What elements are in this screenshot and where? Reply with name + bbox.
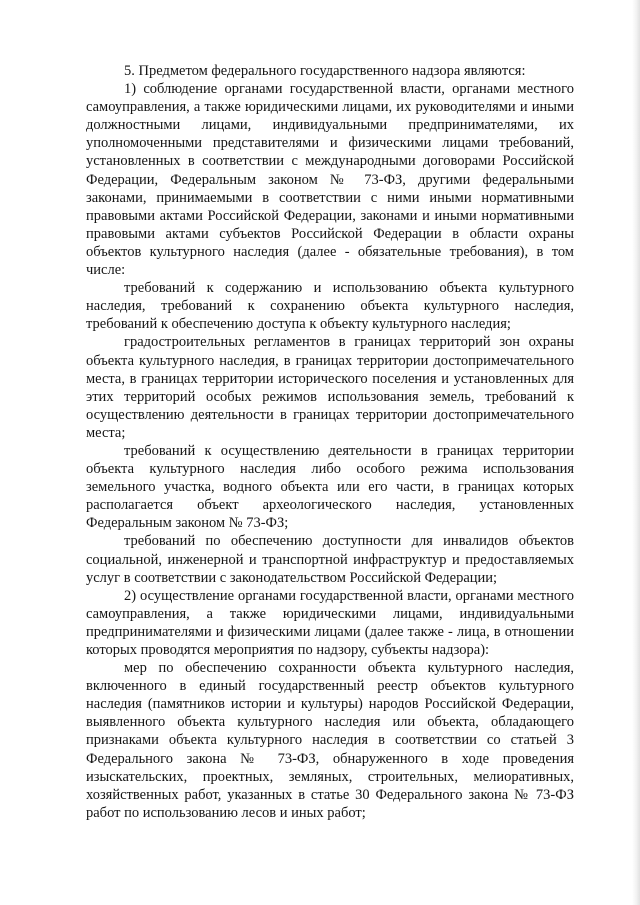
paragraph-subitem-2: 2) осуществление органами государственной власти, органами местного самоуправления, а также юридическими лицами, индивидуальными предпринимателями и физическими лицами (далее также - лица, в отношении которых проводятся мероприятия по надзору, субъекты надзора): <box>86 587 574 658</box>
paragraph-subitem-1: 1) соблюдение органами государственной власти, органами местного самоуправления, а также юридическими лицами, их руководителями и иными должностными лицами, индивидуальными предпринимателями, их уполномоченными представителями и физическими лицами требований, установленных в соответствии с международными договорами Российской Федерации, Федеральным законом № 73-ФЗ, другими федеральными законами, принимаемыми в соответствии с ними иными нормативными правовыми актами Российской Федерации, законами и иными нормативными правовыми актами субъектов Российской Федерации в области охраны объектов культурного наследия (далее - обязательные требования), в том числе: <box>86 81 574 279</box>
paragraph-activity-requirements: требований к осуществлению деятельности в границах территории объекта культурного наследия либо особого режима использования земельного участка, водного объекта или его части, в границах которых располагается объект археологического наследия, установленных Федеральным законом № 73-ФЗ; <box>86 442 574 532</box>
paragraph-requirements-maintenance: требований к содержанию и использованию объекта культурного наследия, требований к сохранению объекта культурного наследия, требований к обеспечению доступа к объекту культурного наследия; <box>86 280 574 333</box>
scan-edge-shadow <box>632 0 640 905</box>
paragraph-accessibility-requirements: требований по обеспечению доступности для инвалидов объектов социальной, инженерной и транспортной инфраструктур и предоставляемых услуг в соответствии с законодательством Российской Федерации; <box>86 533 574 586</box>
document-body <box>86 62 574 822</box>
paragraph-urban-regulations: градостроительных регламентов в границах территорий зон охраны объекта культурного наследия, в границах территории достопримечательного места, в границах территории исторического поселения и установленных для этих территорий особых режимов использования земель, требований к осуществлению деятельности в границах территории достопримечательного места; <box>86 334 574 441</box>
paragraph-preservation-measures: мер по обеспечению сохранности объекта культурного наследия, включенного в единый государственный реестр объектов культурного наследия (памятников истории и культуры) народов Российской Федерации, выявленного объекта культурного наследия или объекта, обладающего признаками объекта культурного наследия в соответствии со статьей 3 Федерального закона № 73-ФЗ, обнаруженного в ходе проведения изыскательских, проектных, земляных, строительных, мелиоративных, хозяйственных работ, указанных в статье 30 Федерального закона № 73-ФЗ работ по использованию лесов и иных работ; <box>86 660 574 821</box>
paragraph-item-5-heading: 5. Предметом федерального государственного надзора являются: <box>124 63 526 79</box>
